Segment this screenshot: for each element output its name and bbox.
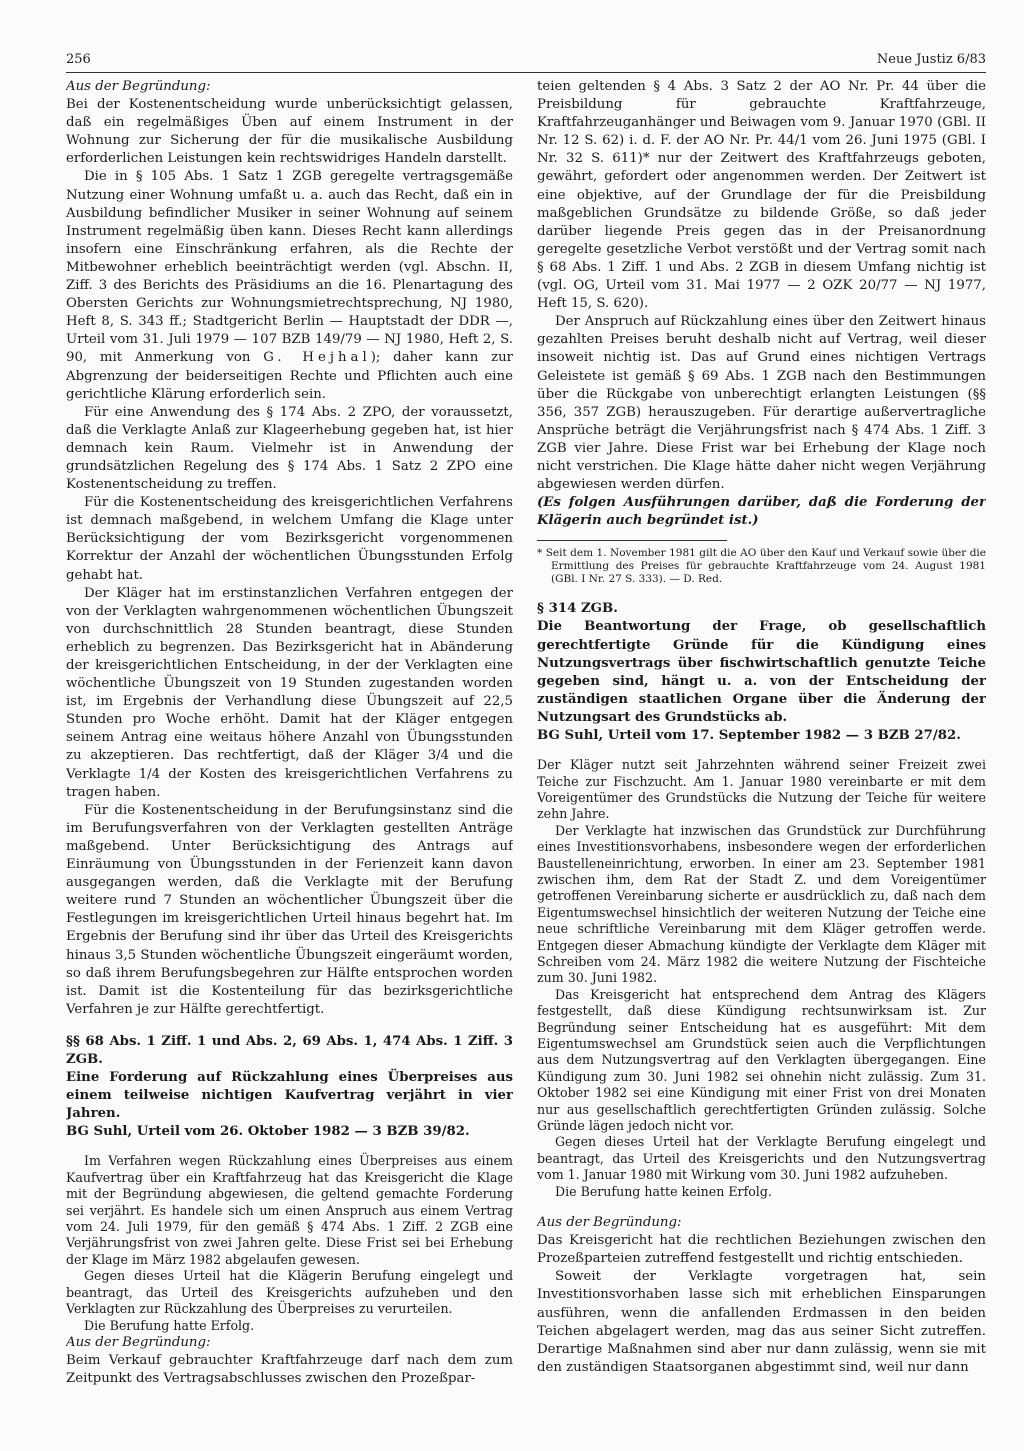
- case-headnote: Eine Forderung auf Rückzahlung eines Überpreises aus einem teilweise nichtigen Kaufvertrag verjährt in vier Jahren.: [66, 1070, 513, 1122]
- case-statute-reference: §§ 68 Abs. 1 Ziff. 1 und Abs. 2, 69 Abs. 1, 474 Abs. 1 Ziff. 3 ZGB.: [66, 1033, 513, 1067]
- paragraph-text: Die in § 105 Abs. 1 Satz 1 ZGB geregelte vertragsgemäße Nutzung einer Wohnung umfaßt u. a. auch das Recht, daß ein in Ausbildung befindlicher Musiker in seiner Wohnung auf seinem Instrument regelmäßig üben kann. Dieses Recht kann allerdings insofern eine Einschränkung erfahren, als die Rechte der Mitbewohner erheblich beeinträchtigt werden (vgl. Abschn. II, Ziff. 3 des Berichts des Präsidiums an die 16. Plenartagung des Obersten Gerichts zur Wohnungsmietrechtsprechung, NJ 1980, Heft 8, S. 343 ff.; Stadtgericht Berlin — Hauptstadt der DDR —, Urteil vom 31. Juli 1979 — 107 BZB 149/79 — NJ 1980, Heft 2, S. 90, mit Anmerkung von: [66, 169, 513, 366]
- paragraph: Das Kreisgericht hat entsprechend dem Antrag des Klägers festgestellt, daß diese Kündigung rechtsunwirksam ist. Zur Begründung seiner Entscheidung hat es ausgeführt: Mit dem Eigentumswechsel am Grundstück seien auch die Verpflichtungen aus dem Nutzungsvertrag auf den Verklagten übergegangen. Eine Kündigung zum 30. Juni 1982 sei ohnehin nicht zulässig. Zum 31. Oktober 1982 sei eine Kündigung mit einer Frist von drei Monaten nur aus gesellschaftlich gerechtfertigten Gründen zulässig. Solche Gründe lägen jedoch nicht vor.: [537, 986, 986, 1134]
- paragraph: Bei der Kostenentscheidung wurde unberücksichtigt gelassen, daß ein regelmäßiges Üben auf einem Instrument in der Wohnung zur Sicherung der für die musikalische Ausbildung erforderlichen Leistungen kein rechtswidriges Handeln darstellt.: [66, 97, 513, 167]
- paragraph: Gegen dieses Urteil hat der Verklagte Berufung eingelegt und beantragt, das Urteil des Kreisgerichts und den Nutzungsvertrag vom 1. Januar 1980 mit Wirkung vom 30. Juni 1982 aufzuheben.: [537, 1134, 986, 1183]
- paragraph: Der Kläger hat im erstinstanzlichen Verfahren entgegen der von der Verklagten wahrgenommenen wöchentlichen Übungszeit von durchschnittlich 28 Stunden beantragt, diese Stunden erheblich zu begrenzen. Das Bezirksgericht hat in Abänderung der kreisgerichtlichen Entscheidung, in der der Verklagten eine wöchentliche Übungszeit von 19 Stunden zugestanden worden ist, im Ergebnis der Verhandlung diese Übungszeit auf 22,5 Stunden pro Woche erhöht. Damit hat der Kläger entgegen seinem Antrag eine weitaus höhere Anzahl von Übungsstunden zu akzeptieren. Das rechtfertigt, daß der Kläger 3/4 und die Verklagte 1/4 der Kosten des kreisgerichtlichen Verfahrens zu tragen haben.: [66, 585, 513, 800]
- author-name: G. Hejhal: [263, 350, 371, 366]
- case-court-citation: BG Suhl, Urteil vom 26. Oktober 1982 — 3 BZB 39/82.: [66, 1124, 470, 1140]
- paragraph: [66, 168, 513, 403]
- paragraph: Für eine Anwendung des § 174 Abs. 2 ZPO, der voraussetzt, daß die Verklagte Anlaß zur Klageerhebung gegeben hat, ist hier demnach kein Raum. Vielmehr ist in Anwendung der grundsätzlichen Regelung des § 174 Abs. 1 Satz 2 ZPO eine Kostenentscheidung zu treffen.: [66, 404, 513, 493]
- paragraph: Soweit der Verklagte vorgetragen hat, sein Investitionsvorhaben lasse sich mit erheblichen Einsparungen ausführen, wenn die anfallenden Erdmassen in den beiden Teichen abgelagert werden, mag das aus seiner Sicht zutreffen. Derartige Maßnahmen sind aber nur dann zulässig, wenn sie mit den zuständigen Staatsorganen abgestimmt sind, weil nur dann: [537, 1269, 986, 1375]
- case-court-citation: BG Suhl, Urteil vom 17. September 1982 — 3 BZB 27/82.: [537, 728, 961, 743]
- case-statute-reference: § 314 ZGB.: [537, 601, 618, 617]
- journal-title: Neue Justiz 6/83: [876, 52, 986, 67]
- header-rule: [66, 72, 986, 73]
- paragraph: Beim Verkauf gebrauchter Kraftfahrzeuge darf nach dem zum Zeitpunkt des Vertragsabschlusses zwischen den Prozeßpar-: [66, 1353, 513, 1387]
- reasoning-heading: Aus der Begründung:: [537, 1215, 682, 1231]
- page-number: 256: [66, 52, 91, 67]
- paragraph: Im Verfahren wegen Rückzahlung eines Überpreises aus einem Kaufvertrag über ein Kraftfahrzeug hat das Kreisgericht die Klage mit der Begründung abgewiesen, die geltend gemachte Forderung sei verjährt. Es handele sich um einen Anspruch aus einem Vertrag vom 24. Juli 1979, für den gemäß § 474 Abs. 1 Ziff. 2 ZGB eine Verjährungsfrist von zwei Jahren gelte. Diese Frist sei bei Erhebung der Klage im März 1982 abgelaufen gewesen.: [66, 1153, 513, 1267]
- paragraph: Gegen dieses Urteil hat die Klägerin Berufung eingelegt und beantragt, das Urteil des Kreisgerichts aufzuheben und den Verklagten zur Rückzahlung des Überpreises zu verurteilen.: [66, 1268, 513, 1317]
- paragraph: Die Berufung hatte Erfolg.: [84, 1317, 255, 1333]
- paragraph-text: ); daher kann zur Abgrenzung der beiderseitigen Rechte und Pflichten auch eine gerichtliche Klärung erforderlich sein.: [66, 350, 513, 402]
- paragraph: Der Kläger nutzt seit Jahrzehnten während seiner Freizeit zwei Teiche zur Fischzucht. Am 1. Januar 1980 vereinbarte er mit dem Voreigentümer des Grundstücks die Nutzung der Teiche für weitere zehn Jahre.: [537, 757, 986, 822]
- paragraph: Für die Kostenentscheidung in der Berufungsinstanz sind die im Berufungsverfahren von der Verklagten gestellten Anträge maßgebend. Unter Berücksichtigung des Antrags auf Einräumung von Übungsstunden in der Ferienzeit kann davon ausgegangen werden, daß die Verklagte mit der Berufung weitere rund 7 Stunden an wöchentlicher Übungszeit über die Festlegungen im kreisgerichtlichen Urteil hinaus begehrt hat. Im Ergebnis der Berufung sind ihr über das Urteil des Kreisgerichts hinaus 3,5 Stunden wöchentliche Übungszeit eingeräumt worden, so daß ihrem Berufungsbegehren zur Hälfte entsprochen worden ist. Damit ist die Kostenteilung für das bezirksgerichtliche Verfahren je zur Hälfte gerechtfertigt.: [66, 802, 513, 1017]
- page-header: [66, 52, 986, 72]
- left-column: [66, 78, 513, 1428]
- editorial-note: (Es folgen Ausführungen darüber, daß die Forderung der Klägerin auch begründet ist.): [537, 495, 986, 529]
- paragraph: Der Verklagte hat inzwischen das Grundstück zur Durchführung eines Investitionsvorhabens, insbesondere wegen der erforderlichen Baustelleneinrichtung, erworben. In einer am 23. September 1981 zwischen ihm, dem Rat der Stadt Z. und dem Voreigentümer getroffenen Vereinbarung sicherte er ausdrücklich zu, daß nach dem Eigentumswechsel hinsichtlich der weiteren Nutzung der Teiche eine neue schriftliche Vereinbarung mit dem Kläger getroffen werde. Entgegen dieser Abmachung kündigte der Verklagte dem Kläger mit Schreiben vom 24. März 1982 die weitere Nutzung der Fischteiche zum 30. Juni 1982.: [537, 822, 986, 986]
- paragraph: Der Anspruch auf Rückzahlung eines über den Zeitwert hinaus gezahlten Preises beruht deshalb nicht auf Vertrag, weil dieser insoweit nichtig ist. Das auf Grund eines nichtigen Vertrags Geleistete ist gemäß § 69 Abs. 1 ZGB nach den Bestimmungen über die Rückgabe von unberechtigt erlangten Leistungen (§§ 356, 357 ZGB) herauszugeben. Für derartige außervertragliche Ansprüche beträgt die Verjährungsfrist nach § 474 Abs. 1 Ziff. 3 ZGB vier Jahre. Diese Frist war bei Erhebung der Klage noch nicht verstrichen. Die Klage hätte daher nicht wegen Verjährung abgewiesen werden dürfen.: [537, 314, 986, 493]
- footnote: * Seit dem 1. November 1981 gilt die AO über den Kauf und Verkauf sowie über die Ermittlung des Preises für gebrauchte Kraftfahrzeuge vom 24. August 1981 (GBl. I Nr. 27 S. 333). — D. Red.: [537, 547, 986, 586]
- paragraph: Die Berufung hatte keinen Erfolg.: [555, 1183, 772, 1199]
- right-column: [537, 78, 986, 1428]
- footnote-rule: [537, 540, 727, 541]
- case-headnote: Die Beantwortung der Frage, ob gesellschaftlich gerechtfertigte Gründe für die Kündigung eines Nutzungsvertrags über fischwirtschaftlich genutzte Teiche gegeben sind, hängt u. a. von der Entscheidung der zuständigen staatlichen Organe über die Änderung der Nutzungsart des Grundstücks ab.: [537, 619, 986, 725]
- reasoning-heading: Aus der Begründung:: [66, 1334, 211, 1350]
- paragraph: Für die Kostenentscheidung des kreisgerichtlichen Verfahrens ist demnach maßgebend, in welchem Umfang die Klage unter Berücksichtigung der vom Bezirksgericht vorgenommenen Korrektur der Anzahl der wöchentlichen Übungsstunden Erfolg gehabt hat.: [66, 495, 513, 583]
- paragraph: Das Kreisgericht hat die rechtlichen Beziehungen zwischen den Prozeßparteien zutreffend festgestellt und richtig entschieden.: [537, 1233, 986, 1267]
- paragraph: teien geltenden § 4 Abs. 3 Satz 2 der AO Nr. Pr. 44 über die Preisbildung für gebrauchte Kraftfahrzeuge, Kraftfahrzeuganhänger und Beiwagen vom 9. Januar 1970 (GBl. II Nr. 12 S. 62) i. d. F. der AO Nr. Pr. 44/1 vom 26. Juni 1975 (GBl. I Nr. 32 S. 611)* nur der Zeitwert des Kraftfahrzeugs geboten, gewährt, gefordert oder angenommen werden. Der Zeitwert ist eine objektive, auf der Grundlage der für die Preisbildung maßgeblichen Grundsätze zu bildende Größe, so daß jeder darüber liegende Preis gegen das in der Preisanordnung geregelte gesetzliche Verbot verstößt und der Vertrag somit nach § 68 Abs. 1 Ziff. 1 und Abs. 2 ZGB in diesem Umfang nichtig ist (vgl. OG, Urteil vom 31. Mai 1977 — 2 OZK 20/77 — NJ 1977, Heft 15, S. 620).: [537, 79, 986, 312]
- reasoning-heading: Aus der Begründung:: [66, 79, 211, 94]
